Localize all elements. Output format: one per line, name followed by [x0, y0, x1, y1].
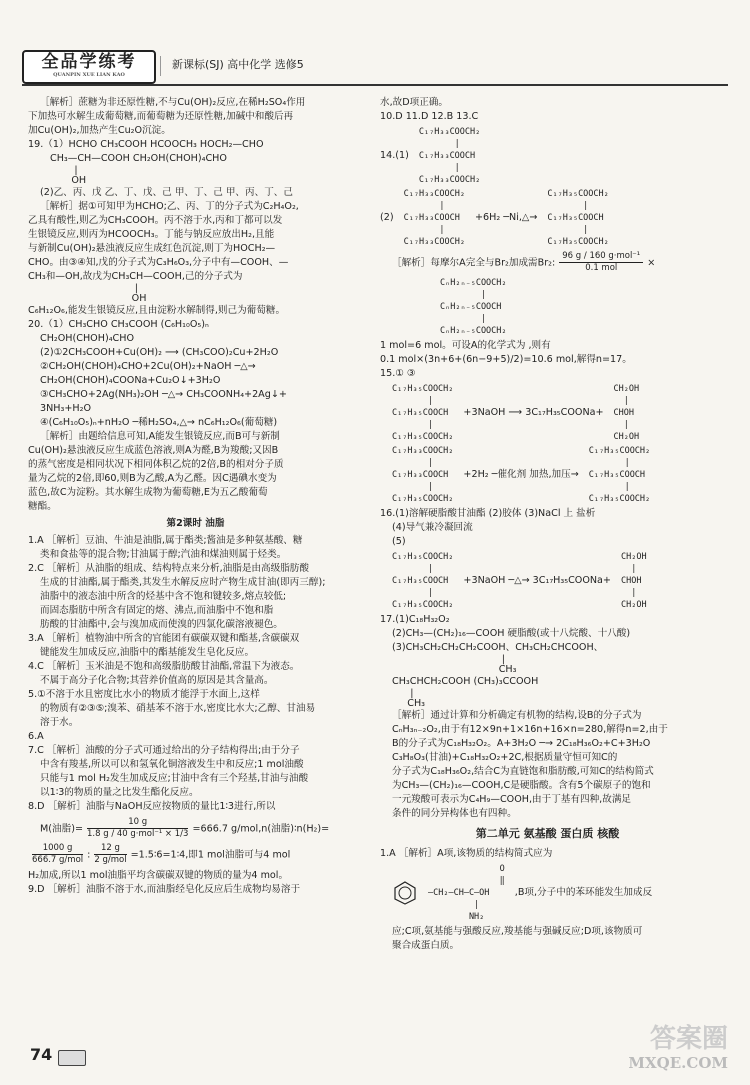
answer-line: CHO。由③④知,戊的分子式为C₃H₆O₃,分子中有—COOH、—: [28, 257, 289, 268]
structural-formula: C₁₇H₃₅COOCH₂ | C₁₇H₃₅COOCH | C₁₇H₃₅COOCH₂: [392, 384, 454, 442]
text-run: ［解析］每摩尔A完全与Br₂加成需Br₂:: [392, 257, 556, 269]
logo-subtext: QUANPIN XUE LIAN KAO: [53, 72, 125, 78]
equation-operator: +2H₂ ─催化剂 加热,加压→: [463, 469, 579, 480]
answer-line: (3)CH₃CH₂CH₂CH₂COOH、CH₃CH₂CHCOOH、: [392, 642, 604, 653]
answer-line: 加Cu(OH)₂,加热产生Cu₂O沉淀。: [28, 125, 171, 136]
answer-line: 与新制Cu(OH)₂悬浊液反应生成红色沉淀,则丁为HOCH₂—: [28, 243, 276, 254]
fraction-denominator: 0.1 mol: [585, 263, 618, 273]
fraction-numerator: 96 g / 160 g·mol⁻¹: [559, 251, 643, 263]
answer-line: CH₂OH(CHOH)₄COONa+Cu₂O↓+3H₂O: [40, 375, 221, 386]
text-run: =1.5∶6=1∶4,即1 mol油脂可与4 mol: [130, 849, 291, 861]
fraction-numerator: 1000 g: [32, 843, 83, 855]
watermark: [618, 1024, 728, 1074]
answer-line: (4)导气兼冷凝回流: [392, 522, 473, 533]
text-run: ,B项,分子中的苯环能发生加成反: [514, 887, 653, 898]
answer-line: 的物质有②③⑤;溴苯、硝基苯不溶于水,密度比水大;乙醇、甘油易: [40, 703, 316, 714]
page-badge-icon: [58, 1050, 86, 1066]
answer-line: OH: [28, 293, 147, 304]
watermark-url: MXQE.COM: [628, 1054, 728, 1072]
answer-line: 键能发生加成反应,油脂中的酯基能发生皂化反应。: [40, 647, 255, 658]
equation-row: [380, 383, 715, 443]
answer-line: 15.① ③: [380, 368, 416, 379]
fraction: [32, 843, 83, 866]
answer-line: Cu(OH)₂悬浊液反应生成蓝色溶液,则A为醛,B为羧酸;又因B: [28, 445, 279, 456]
answer-line: ［解析］通过计算和分析确定有机物的结构,设B的分子式为: [392, 710, 642, 721]
answer-line: |: [28, 283, 138, 294]
answer-line: 油脂中的液态油中所含的烃基中含不饱和键较多,熔点较低;: [40, 591, 287, 602]
answer-line: C₆H₁₂O₆,能发生银镜反应,且由淀粉水解制得,则己为葡萄糖。: [28, 305, 286, 316]
fraction-numerator: 10 g: [87, 817, 188, 829]
structural-formula: C₁₇H₃₅COOCH₂ | C₁₇H₃₅COOCH | C₁₇H₃₅COOCH₂: [547, 189, 609, 247]
answer-line: (2)乙、丙、戊 乙、丁、戊、己 甲、丁、己 甲、丙、丁、己: [40, 187, 293, 198]
text-run: =666.7 g/mol,n(油脂)∶n(H₂)=: [192, 823, 330, 835]
equation-operator: +3NaOH ⟶ 3C₁₇H₃₅COONa+: [463, 407, 604, 418]
structural-formula: O ‖ —CH₂—CH—C—OH | NH₂: [428, 864, 505, 922]
answer-line: 1.A ［解析］豆油、牛油是油脂,属于酯类;酱油是多种氨基酸、糖: [28, 535, 303, 546]
answer-line: 9.D ［解析］油脂不溶于水,而油脂经皂化反应后生成物均易溶于: [28, 884, 301, 895]
answer-line: 3.A ［解析］植物油中所含的官能团有碳碳双键和酯基,含碳碳双: [28, 633, 300, 644]
equation-row: [380, 445, 715, 505]
equation-label: (2): [380, 212, 394, 223]
text-run: ×: [647, 257, 656, 269]
fraction: [87, 817, 188, 840]
answer-line: 分子式为C₁₈H₃₆O₂,结合C为直链饱和脂肪酸,可知C的结构简式: [392, 766, 654, 777]
answer-line: 1.A ［解析］A项,该物质的结构简式应为: [380, 848, 553, 859]
formula-row: [380, 277, 715, 337]
logo-text: 全品学练考: [41, 52, 137, 72]
unit-title: 第二单元 氨基酸 蛋白质 核酸: [475, 827, 620, 840]
answer-line: B的分子式为C₁₈H₃₂O₂。A+3H₂O ─→ 2C₁₈H₃₆O₂+C+3H₂O: [392, 738, 651, 749]
answer-line: CH₃CHCH₂COOH (CH₃)₃CCOOH: [392, 676, 539, 687]
watermark-text: 答案圈: [649, 1024, 728, 1054]
answer-line: 以1∶3的物质的量之比发生酯化反应。: [40, 787, 199, 798]
left-column: [28, 96, 363, 897]
answer-line: 20.（1）CH₃CHO CH₃COOH (C₆H₁₀O₅)ₙ: [28, 319, 209, 330]
answer-line: 10.D 11.D 12.B 13.C: [380, 111, 479, 122]
book-title: 新课标(SJ) 高中化学 选修5: [172, 58, 304, 71]
answer-line: ［解析］蔗糖为非还原性糖,不与Cu(OH)₂反应,在稀H₂SO₄作用: [40, 97, 306, 108]
answer-line: 6.A: [28, 731, 44, 742]
answer-line: 7.C ［解析］油酸的分子式可通过给出的分子结构得出;由于分子: [28, 745, 300, 756]
structural-formula: C₁₇H₃₅COOCH₂ | C₁₇H₃₅COOCH | C₁₇H₃₅COOCH₂: [588, 446, 651, 504]
fraction: [559, 251, 643, 274]
answer-line: 水,故D项正确。: [380, 97, 448, 108]
answer-line: |: [392, 654, 506, 665]
equation-operator: +3NaOH ─△→ 3C₁₇H₃₅COONa+: [463, 575, 611, 586]
right-column: [380, 96, 715, 953]
structural-formula: C₁₇H₃₅COOCH₂ | C₁₇H₃₅COOCH | C₁₇H₃₅COOCH₂: [392, 552, 454, 610]
answer-line: 应;C项,氨基能与强酸反应,羧基能与强碱反应;D项,该物质可: [392, 926, 643, 937]
answer-line: CH₃: [392, 698, 426, 709]
answer-line: (5): [392, 536, 406, 547]
answer-line: 生成的甘油酯,属于酯类,其发生水解反应时产物生成甘油(即丙三醇);: [40, 577, 326, 588]
structure-row: [380, 863, 715, 923]
answer-line: CH₃和—OH,故戊为CH₃CH—COOH,己的分子式为: [28, 271, 243, 282]
answer-line: 一元羧酸可表示为C₄H₉—COOH,由于丁基有四种,故满足: [392, 794, 631, 805]
answer-line: 8.D ［解析］油脂与NaOH反应按物质的量比1∶3进行,所以: [28, 801, 276, 812]
answer-line: ②CH₂OH(CHOH)₄CHO+2Cu(OH)₂+NaOH ─△→: [40, 361, 256, 372]
structural-formula: CₙH₂ₙ₋₅COOCH₂ | CₙH₂ₙ₋₅COOCH | CₙH₂ₙ₋₅COOCH₂: [440, 278, 507, 336]
answer-line: 19.（1）HCHO CH₃COOH HCOOCH₃ HOCH₂—CHO: [28, 139, 264, 150]
answer-line: ④(C₆H₁₀O₅)ₙ+nH₂O ─稀H₂SO₄,△→ nC₆H₁₂O₆(葡萄糖): [40, 417, 278, 428]
answer-line: 只能与1 mol H₂发生加成反应;甘油中含有三个羟基,甘油与油酸: [40, 773, 309, 784]
answer-line: 条件的同分异构体也有四种。: [392, 808, 517, 819]
answer-line: ［解析］据①可知甲为HCHO;乙、丙、丁的分子式为C₂H₄O₂,: [40, 201, 299, 212]
answer-line: 的蒸气密度是相同状况下相同体积乙烷的2倍,B的相对分子质: [28, 459, 284, 470]
brand-logo: [22, 50, 156, 84]
answer-line: 2.C ［解析］从油脂的组成、结构特点来分析,油脂是由高级脂肪酸: [28, 563, 309, 574]
answer-line: CH₃: [392, 664, 517, 675]
structural-formula: C₁₇H₃₃COOCH₂ | C₁₇H₃₃COOCH | C₁₇H₃₅COOCH₂: [392, 446, 454, 504]
answer-line: ③CH₃CHO+2Ag(NH₃)₂OH ─△→ CH₃COONH₄+2Ag↓+: [40, 389, 287, 400]
answer-line: [28, 843, 363, 866]
answer-line: 4.C ［解析］玉米油是不饱和高级脂肪酸甘油酯,常温下为液态。: [28, 661, 300, 672]
answer-line: H₂加成,所以1 mol油脂平均含碳碳双键的物质的量为4 mol。: [28, 870, 289, 881]
answer-line: 5.①不溶于水且密度比水小的物质才能浮于水面上,这样: [28, 689, 260, 700]
answer-line: |: [392, 688, 414, 699]
section-subtitle: 第2课时 油脂: [166, 518, 225, 529]
answer-line: [28, 817, 363, 840]
answer-line: 而固态脂肪中所含有固定的熔、沸点,而油脂中不饱和脂: [40, 605, 274, 616]
answer-line: 17.(1)C₁₈H₃₂O₂: [380, 614, 450, 625]
answer-line: 量为乙烷的2倍,即60,则B为乙酸,A为乙醛。因C遇碘水变为: [28, 473, 277, 484]
fraction-denominator: 2 g/mol: [94, 855, 127, 865]
answer-line: 生银镜反应,则丙为HCOOCH₃。丁能与钠反应放出H₂,且能: [28, 229, 275, 240]
page-header: [22, 50, 728, 86]
answer-line: 中含有羧基,所以可以和氢氧化铜溶液发生中和反应;1 mol油酸: [40, 759, 304, 770]
answer-line: C₃H₈O₃(甘油)+C₁₈H₃₂O₂+2C,根据质量守恒可知C的: [392, 752, 618, 763]
answer-line: [380, 251, 715, 274]
benzene-ring-icon: [392, 880, 418, 906]
structural-formula: C₁₇H₃₃COOCH₂ | C₁₇H₃₃COOCH | C₁₇H₃₃COOCH₂: [418, 127, 481, 185]
fraction-numerator: 12 g: [94, 843, 126, 855]
answer-line: 肪酸的甘油酯中,会与溴加成而使溴的四氯化碳溶液褪色。: [40, 619, 283, 630]
answer-line: 溶于水。: [40, 717, 79, 728]
fraction-denominator: 666.7 g/mol: [32, 855, 84, 865]
answer-line: CₙH₃ₙ₋₂O₂,由于有12×9n+1×16n+16×n=280,解得n=2,由于: [392, 724, 668, 735]
text-run: M(油脂)=: [40, 823, 83, 835]
answer-line: 不属于高分子化合物;其营养价值高的原因是其含量高。: [40, 675, 274, 686]
answer-line: ［解析］由题给信息可知,A能发生银镜反应,而B可与新制: [40, 431, 280, 442]
answer-line: 乙具有酸性,则乙为CH₃COOH。丙不溶于水,丙和丁都可以发: [28, 215, 283, 226]
equation-operator: +6H₂ ─Ni,△→: [475, 212, 538, 223]
equation-row: [380, 551, 715, 611]
fraction: [94, 843, 126, 866]
fraction-denominator: 1.8 g / 40 g·mol⁻¹ × 1/3: [87, 829, 189, 839]
answer-line: CH₂OH(CHOH)₄CHO: [40, 333, 134, 344]
answer-line: 糖酯。: [28, 501, 57, 512]
text-run: :: [87, 849, 91, 861]
structural-formula: CH₂OH | CHOH | CH₂OH: [620, 552, 647, 610]
equation-row: [380, 188, 715, 248]
answer-line: 聚合成蛋白质。: [392, 940, 460, 951]
page-number: 74: [30, 1045, 53, 1064]
answer-line: (2)CH₃—(CH₂)₁₆—COOH 硬脂酸(或十八烷酸、十八酸): [392, 628, 631, 639]
answer-line: 下加热可水解生成葡萄糖,而葡萄糖为还原性糖,加碱中和酸后再: [28, 111, 294, 122]
answer-line: 1 mol=6 mol。可设A的化学式为 ,则有: [380, 340, 551, 351]
answer-line: 0.1 mol×(3n+6+(6n−9+5)/2)=10.6 mol,解得n=17。: [380, 354, 632, 365]
answer-line: CH₃—CH—COOH CH₂OH(CHOH)₄CHO: [50, 153, 227, 164]
structural-formula: CH₂OH | CHOH | CH₂OH: [613, 384, 640, 442]
formula-row: [380, 126, 715, 186]
header-divider: [160, 56, 161, 76]
answer-line: 蓝色,故C为淀粉。其水解生成物为葡萄糖,E为五乙酸葡萄: [28, 487, 268, 498]
answer-line: (2)①2CH₃COOH+Cu(OH)₂ ⟶ (CH₃COO)₂Cu+2H₂O: [40, 347, 279, 358]
answer-line: 16.(1)溶解硬脂酸甘油酯 (2)胶体 (3)NaCl 上 盐析: [380, 508, 596, 519]
answer-line: 为CH₃—(CH₂)₁₆—COOH,C是硬脂酸。含有5个碳原子的饱和: [392, 780, 651, 791]
answer-line: 类和食盐等的混合物;甘油属于醇;汽油和煤油则属于烃类。: [40, 549, 287, 560]
structural-formula: C₁₇H₃₃COOCH₂ | C₁₇H₃₃COOCH | C₁₇H₃₃COOCH₂: [403, 189, 466, 247]
answer-line: OH: [50, 175, 87, 186]
formula-label: 14.(1): [380, 150, 409, 161]
answer-line: |: [50, 165, 78, 176]
answer-line: 3NH₃+H₂O: [40, 403, 91, 414]
